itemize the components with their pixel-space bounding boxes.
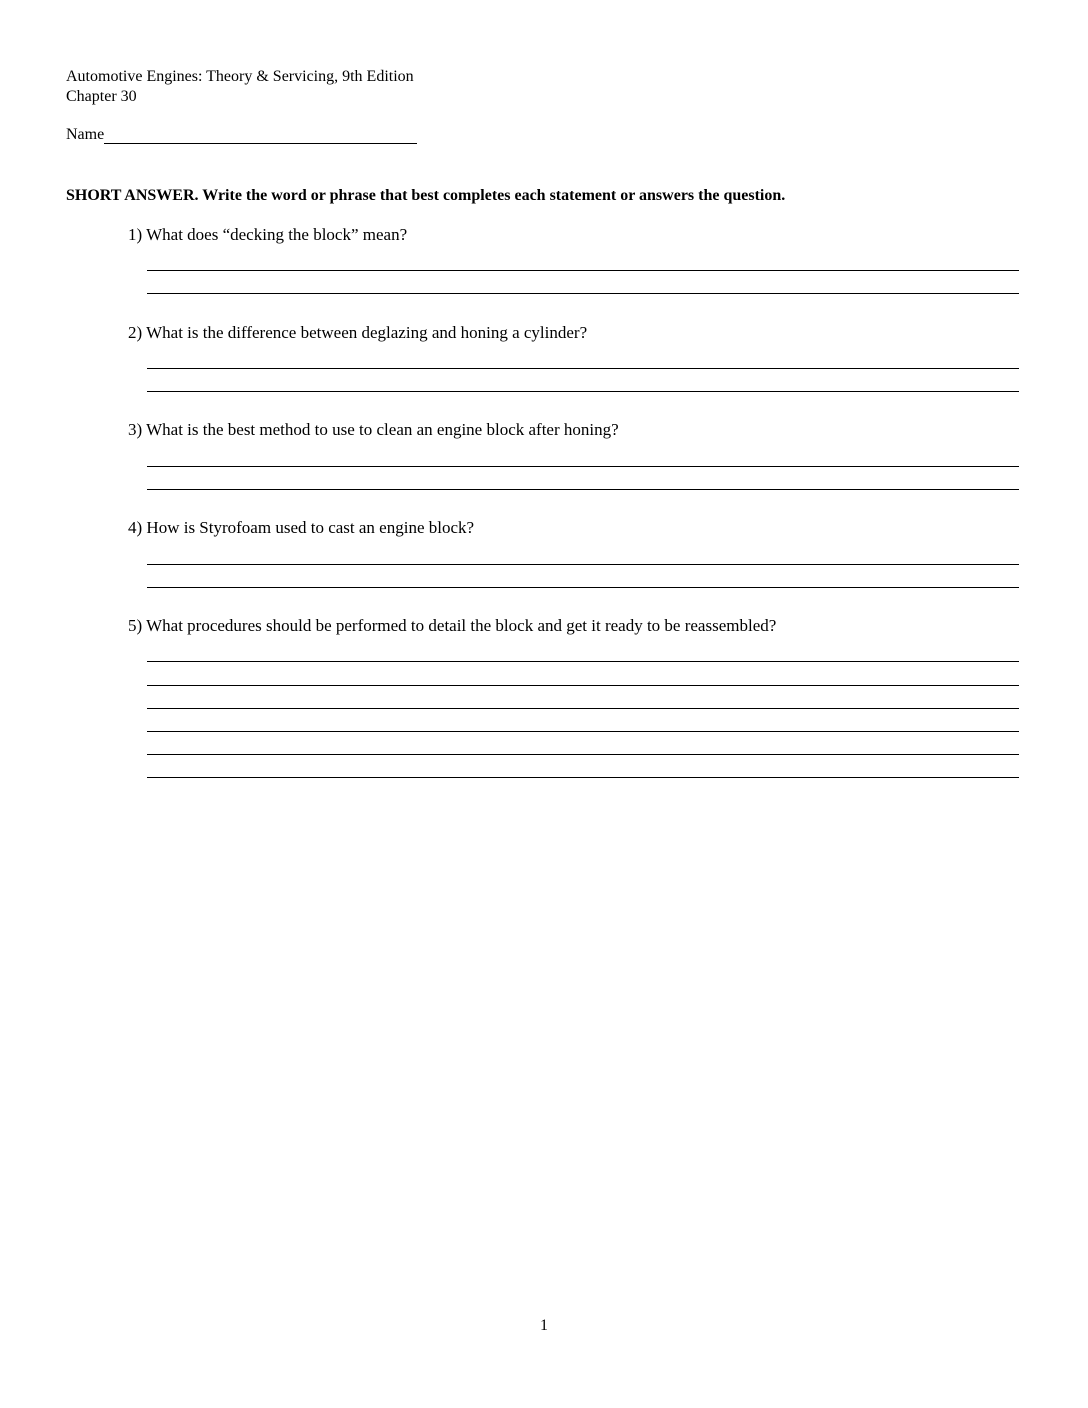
section-instructions: SHORT ANSWER. Write the word or phrase that best completes each statement or answers the question. bbox=[66, 187, 786, 204]
answer-line[interactable] bbox=[147, 777, 1019, 778]
page-number: 1 bbox=[540, 1317, 548, 1334]
answer-line[interactable] bbox=[147, 754, 1019, 755]
question-2: 2) What is the difference between deglazing and honing a cylinder? bbox=[128, 323, 588, 342]
chapter-label: Chapter 30 bbox=[66, 88, 137, 105]
name-field[interactable] bbox=[104, 125, 417, 144]
question-1: 1) What does “decking the block” mean? bbox=[128, 225, 408, 244]
answer-line[interactable] bbox=[147, 731, 1019, 732]
name-label: Name bbox=[66, 126, 105, 143]
question-5: 5) What procedures should be performed to detail the block and get it ready to be reassembled? bbox=[128, 616, 777, 635]
book-title: Automotive Engines: Theory & Servicing, 9th Edition bbox=[66, 68, 414, 85]
name-row bbox=[66, 125, 417, 144]
answer-line[interactable] bbox=[147, 391, 1019, 392]
answer-line[interactable] bbox=[147, 489, 1019, 490]
question-4: 4) How is Styrofoam used to cast an engine block? bbox=[128, 518, 475, 537]
answer-line[interactable] bbox=[147, 661, 1019, 662]
answer-line[interactable] bbox=[147, 368, 1019, 369]
answer-line[interactable] bbox=[147, 708, 1019, 709]
answer-line[interactable] bbox=[147, 685, 1019, 686]
answer-line[interactable] bbox=[147, 466, 1019, 467]
answer-line[interactable] bbox=[147, 293, 1019, 294]
answer-line[interactable] bbox=[147, 270, 1019, 271]
answer-line[interactable] bbox=[147, 587, 1019, 588]
question-3: 3) What is the best method to use to clean an engine block after honing? bbox=[128, 420, 619, 439]
answer-line[interactable] bbox=[147, 564, 1019, 565]
